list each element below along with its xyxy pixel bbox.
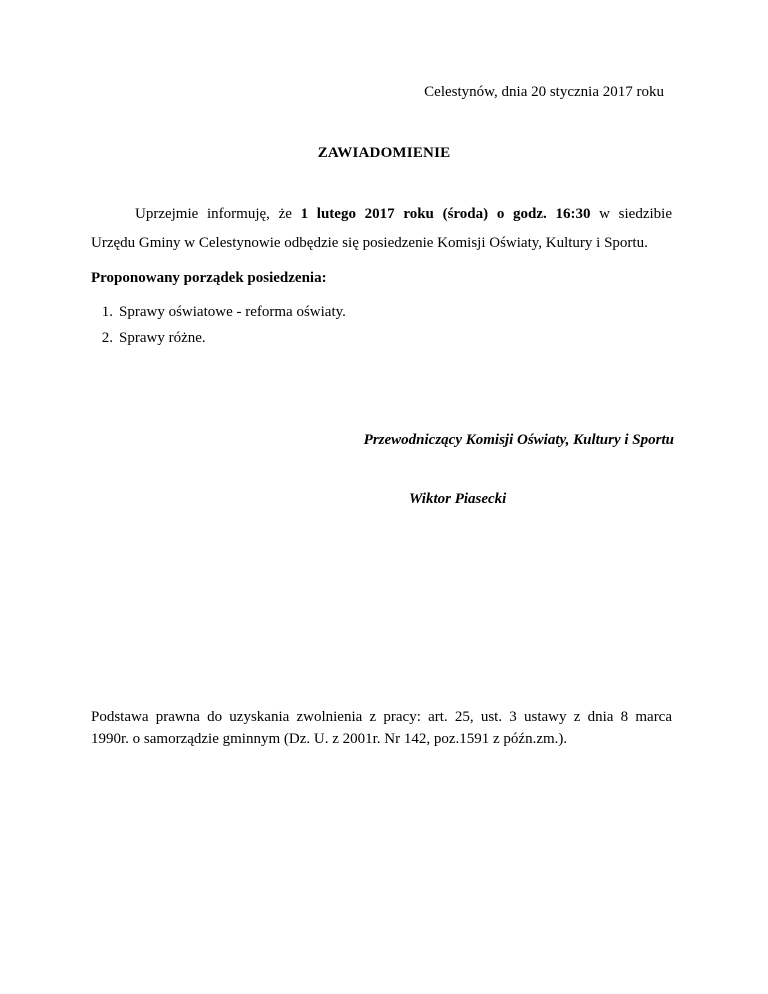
signature-role: Przewodniczący Komisji Oświaty, Kultury i Sportu — [363, 432, 674, 448]
meeting-date: 1 lutego 2017 roku (środa) o godz. 16:30 — [300, 206, 591, 222]
document-title: ZAWIADOMIENIE — [317, 145, 451, 161]
signature-name: Wiktor Piasecki — [409, 491, 507, 507]
legal-basis-line-2: 1990r. o samorządzie gminnym (Dz. U. z 2001r. Nr 142, poz.1591 z późn.zm.). — [91, 731, 568, 747]
agenda-item — [91, 302, 346, 328]
intro-line-1 — [91, 200, 672, 229]
date-line: Celestynów, dnia 20 stycznia 2017 roku — [424, 84, 664, 100]
agenda-item-text: Sprawy różne. — [119, 330, 206, 346]
legal-basis — [91, 706, 672, 750]
agenda-item-number: 2. — [101, 330, 113, 346]
agenda-list — [91, 302, 346, 354]
agenda-item — [91, 328, 346, 354]
agenda-item-text: Sprawy oświatowe - reforma oświaty. — [119, 304, 346, 320]
intro-line-2: Urzędu Gminy w Celestynowie odbędzie się posiedzenie Komisji Oświaty, Kultury i Sportu. — [91, 235, 648, 251]
agenda-heading: Proponowany porządek posiedzenia: — [91, 270, 327, 286]
intro-text-start: Uprzejmie informuję, że — [135, 206, 301, 222]
agenda-item-number: 1. — [101, 304, 113, 320]
legal-basis-line-1: Podstawa prawna do uzyskania zwolnienia z pracy: art. 25, ust. 3 ustawy z dnia 8 marca — [91, 709, 672, 725]
intro-text-end: w siedzibie — [590, 206, 672, 222]
intro-paragraph — [91, 200, 672, 258]
